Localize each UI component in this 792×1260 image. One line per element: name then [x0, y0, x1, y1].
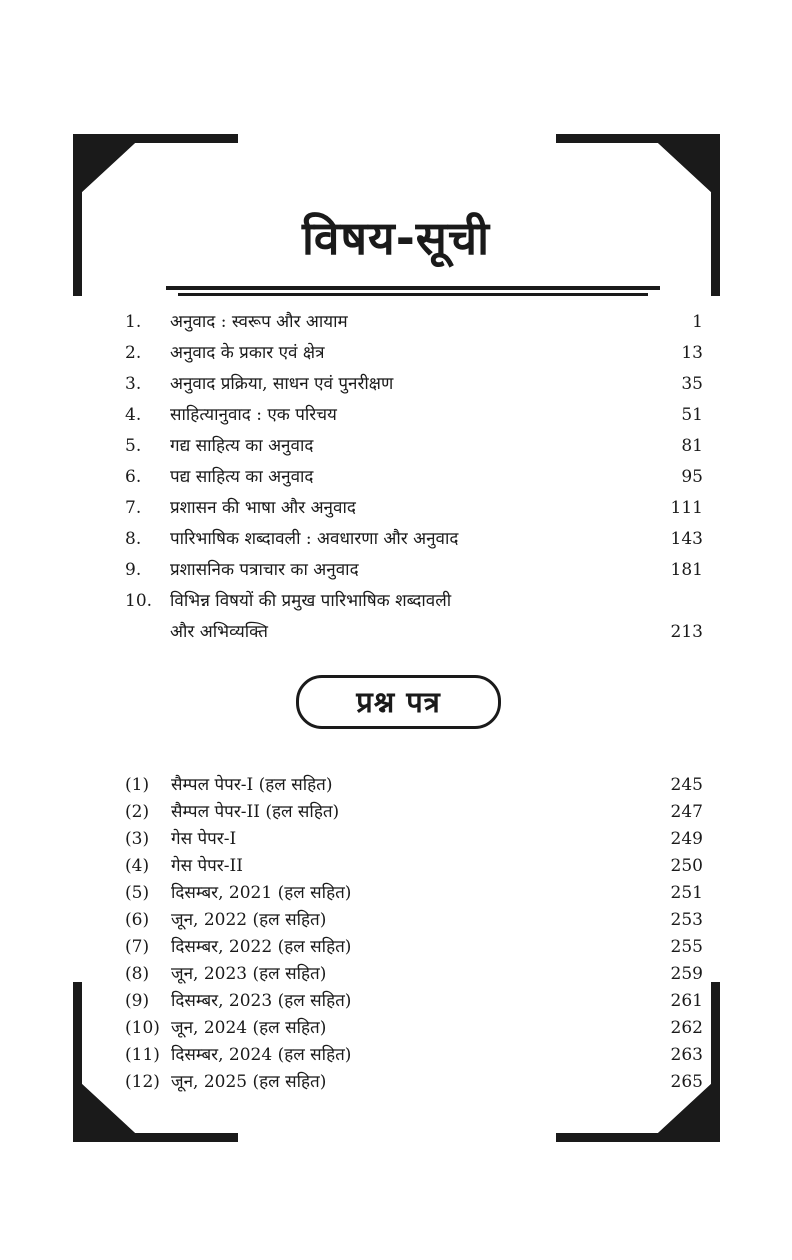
paper-row[interactable]	[125, 772, 703, 799]
paper-title: दिसम्बर, 2021 (हल सहित)	[171, 883, 352, 903]
paper-number: (5)	[125, 883, 150, 903]
paper-number: (8)	[125, 964, 150, 984]
paper-row[interactable]	[125, 799, 703, 826]
chapter-title: अनुवाद : स्वरूप और आयाम	[170, 312, 348, 332]
paper-row[interactable]	[125, 961, 703, 988]
chapter-page: 81	[681, 436, 703, 456]
chapter-row[interactable]	[125, 400, 703, 431]
paper-page: 249	[670, 829, 703, 849]
chapter-number: 5.	[125, 436, 142, 456]
chapter-row[interactable]	[125, 524, 703, 555]
title-rule-bottom	[178, 293, 648, 296]
chapter-row[interactable]	[125, 431, 703, 462]
question-paper-list	[125, 772, 703, 1096]
chapter-number: 10.	[125, 591, 153, 611]
chapter-number: 6.	[125, 467, 142, 487]
paper-title: जून, 2025 (हल सहित)	[171, 1072, 327, 1092]
chapter-row[interactable]	[125, 493, 703, 524]
chapter-row[interactable]	[125, 586, 703, 617]
paper-title: दिसम्बर, 2022 (हल सहित)	[171, 937, 352, 957]
paper-page: 261	[670, 991, 703, 1011]
chapter-title-continued: और अभिव्यक्ति	[170, 622, 268, 642]
chapter-number: 1.	[125, 312, 142, 332]
question-papers-heading: प्रश्न पत्र	[296, 675, 501, 729]
paper-number: (6)	[125, 910, 150, 930]
paper-page: 265	[670, 1072, 703, 1092]
paper-row[interactable]	[125, 934, 703, 961]
paper-page: 255	[670, 937, 703, 957]
paper-row[interactable]	[125, 880, 703, 907]
paper-number: (4)	[125, 856, 150, 876]
paper-page: 253	[670, 910, 703, 930]
paper-page: 263	[670, 1045, 703, 1065]
chapter-title: साहित्यानुवाद : एक परिचय	[170, 405, 337, 425]
paper-page: 245	[670, 775, 703, 795]
paper-title: सैम्पल पेपर-I (हल सहित)	[171, 775, 333, 795]
chapter-title: प्रशासन की भाषा और अनुवाद	[170, 498, 356, 518]
paper-row[interactable]	[125, 826, 703, 853]
chapter-title: पद्य साहित्य का अनुवाद	[170, 467, 314, 487]
paper-number: (7)	[125, 937, 150, 957]
chapter-row[interactable]	[125, 462, 703, 493]
chapter-number: 3.	[125, 374, 142, 394]
chapter-row[interactable]	[125, 338, 703, 369]
chapter-title: अनुवाद प्रक्रिया, साधन एवं पुनरीक्षण	[170, 374, 394, 394]
chapter-row-continued[interactable]	[125, 617, 703, 648]
chapter-title: विभिन्न विषयों की प्रमुख पारिभाषिक शब्दावली	[170, 591, 452, 611]
title-rule-top	[166, 286, 660, 290]
chapter-number: 9.	[125, 560, 142, 580]
paper-title: दिसम्बर, 2023 (हल सहित)	[171, 991, 352, 1011]
paper-page: 251	[670, 883, 703, 903]
paper-number: (10)	[125, 1018, 160, 1038]
paper-title: जून, 2022 (हल सहित)	[171, 910, 327, 930]
chapter-number: 2.	[125, 343, 142, 363]
chapter-page: 1	[692, 312, 703, 332]
paper-row[interactable]	[125, 907, 703, 934]
paper-page: 262	[670, 1018, 703, 1038]
chapter-title: पारिभाषिक शब्दावली : अवधारणा और अनुवाद	[170, 529, 459, 549]
paper-number: (2)	[125, 802, 150, 822]
paper-title: गेस पेपर-II	[171, 856, 243, 876]
paper-number: (1)	[125, 775, 150, 795]
chapter-number: 4.	[125, 405, 142, 425]
paper-row[interactable]	[125, 988, 703, 1015]
chapter-page: 35	[681, 374, 703, 394]
chapter-number: 7.	[125, 498, 142, 518]
chapter-row[interactable]	[125, 307, 703, 338]
chapter-title: प्रशासनिक पत्राचार का अनुवाद	[170, 560, 359, 580]
chapter-page: 213	[670, 622, 703, 642]
chapter-page: 143	[670, 529, 703, 549]
chapter-page: 51	[681, 405, 703, 425]
paper-row[interactable]	[125, 1069, 703, 1096]
chapter-row[interactable]	[125, 555, 703, 586]
paper-page: 250	[670, 856, 703, 876]
paper-row[interactable]	[125, 1042, 703, 1069]
paper-row[interactable]	[125, 853, 703, 880]
paper-title: दिसम्बर, 2024 (हल सहित)	[171, 1045, 352, 1065]
paper-title: जून, 2023 (हल सहित)	[171, 964, 327, 984]
paper-row[interactable]	[125, 1015, 703, 1042]
paper-title: सैम्पल पेपर-II (हल सहित)	[171, 802, 340, 822]
page-title: विषय-सूची	[301, 211, 491, 265]
chapter-row[interactable]	[125, 369, 703, 400]
chapter-page: 13	[681, 343, 703, 363]
paper-number: (12)	[125, 1072, 160, 1092]
chapter-title: गद्य साहित्य का अनुवाद	[170, 436, 314, 456]
paper-number: (3)	[125, 829, 150, 849]
paper-number: (9)	[125, 991, 150, 1011]
paper-title: जून, 2024 (हल सहित)	[171, 1018, 327, 1038]
chapter-page: 95	[681, 467, 703, 487]
paper-title: गेस पेपर-I	[171, 829, 237, 849]
chapter-page: 111	[670, 498, 703, 518]
paper-number: (11)	[125, 1045, 160, 1065]
chapter-title: अनुवाद के प्रकार एवं क्षेत्र	[170, 343, 325, 363]
chapter-list	[125, 307, 703, 648]
chapter-number: 8.	[125, 529, 142, 549]
chapter-page: 181	[670, 560, 703, 580]
paper-page: 259	[670, 964, 703, 984]
paper-page: 247	[670, 802, 703, 822]
